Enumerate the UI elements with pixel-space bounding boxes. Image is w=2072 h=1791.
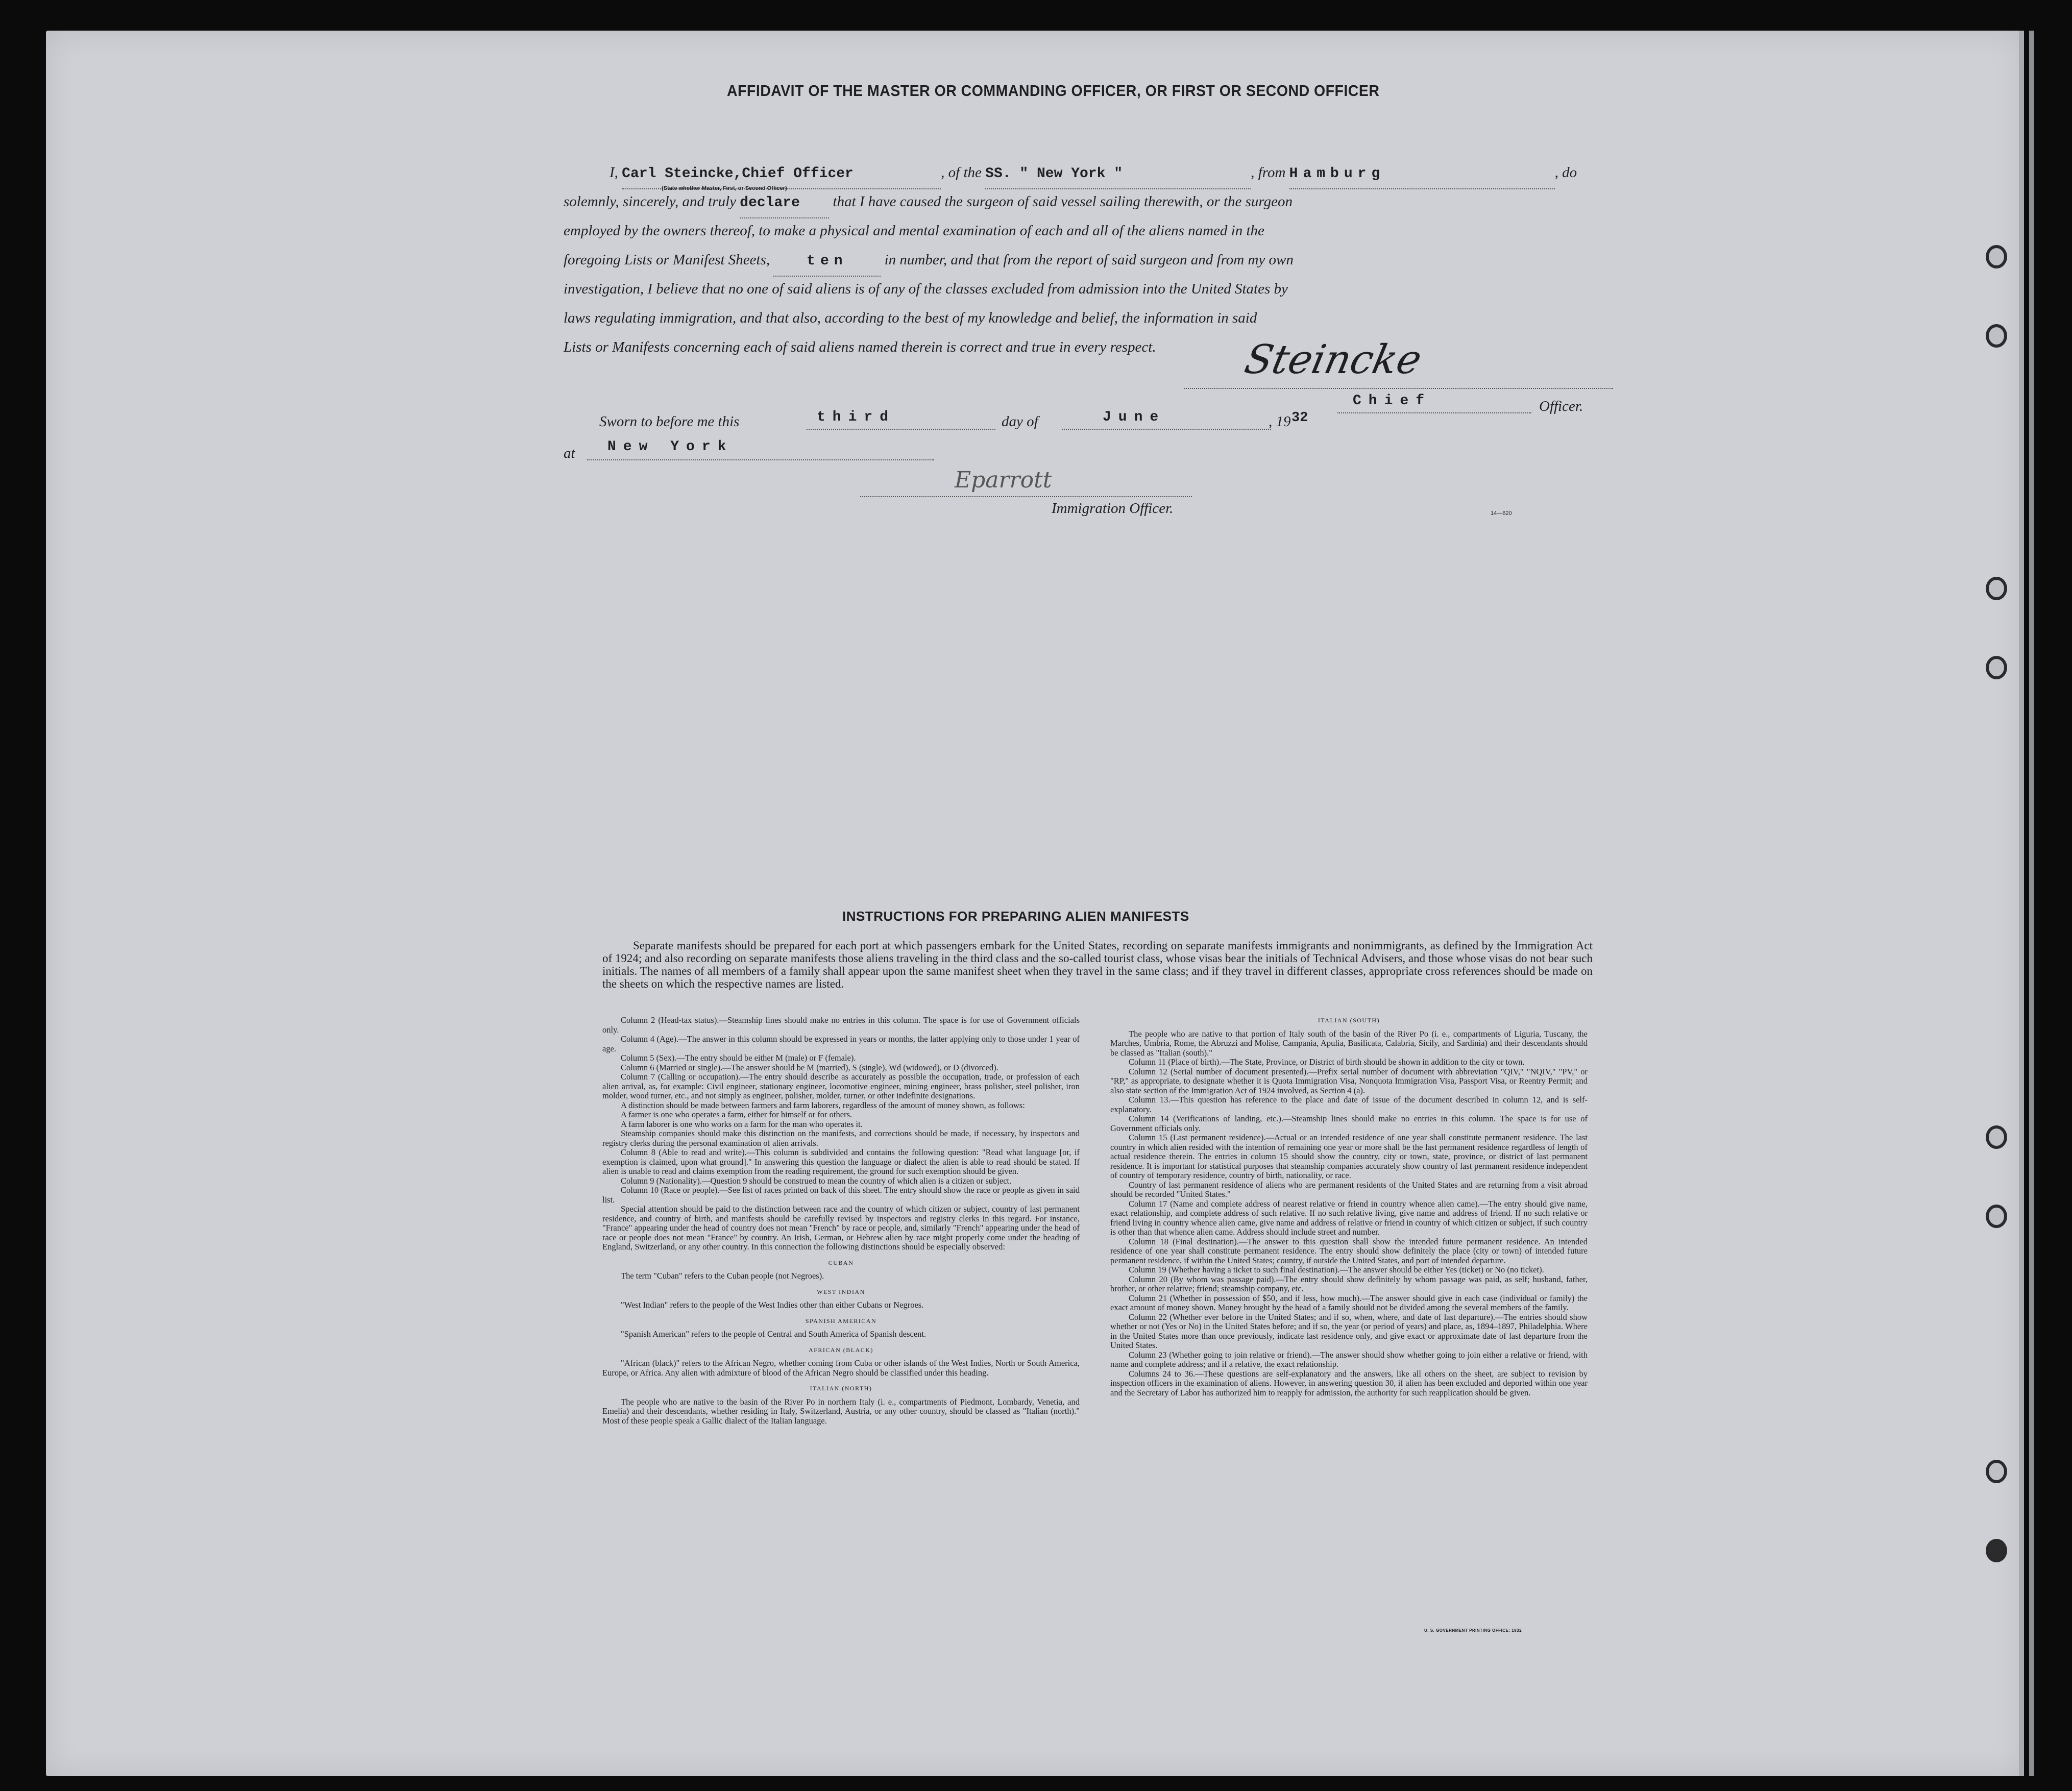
sworn-month-line [1062, 429, 1271, 430]
italian-north-heading: ITALIAN (NORTH) [810, 1385, 872, 1392]
officer-signature: Steincke [1240, 337, 1426, 383]
instructions-right-column [1110, 1016, 1588, 1397]
cuban-paragraph: The term "Cuban" refers to the Cuban people (not Negroes). [621, 1271, 824, 1281]
instruction-paragraph: Column 18 (Final destination).—The answer to this question shall show the intended future permanent residence. An intended residence of one year shall constitute permanent residence. The entry should show definitely the place (city or town) of intended future permanent residence, if within the United States; country, if outside the United States, and port of intended departure. [1110, 1236, 1588, 1265]
instruction-paragraph: Column 11 (Place of birth).—The State, Province, or District of birth should be shown in addition to the city or town. [1129, 1057, 1525, 1067]
instruction-paragraph: Column 4 (Age).—The answer in this column should be expressed in years or months, the latter applying only to those under 1 year of age. [602, 1034, 1080, 1053]
page-edge [2029, 31, 2034, 1776]
instruction-paragraph: Column 9 (Nationality).—Question 9 should be construed to mean the country of which alien is a citizen or subject. [621, 1175, 1012, 1186]
port-field: Hamburg [1289, 159, 1555, 189]
instruction-paragraph: Column 10 (Race or people).—See list of races printed on back of this sheet. The entry should show the race or people as given in said list. [602, 1185, 1080, 1205]
instruction-paragraph: Column 23 (Whether going to join relative or friend).—The answer should show whether going to join either a relative or friend, with name and complete address; and if a relative, the exact relationship. [1110, 1350, 1588, 1369]
spanish-american-heading: SPANISH AMERICAN [805, 1317, 877, 1324]
vessel-field: SS. " New York " [985, 159, 1251, 189]
instruction-paragraph: Column 7 (Calling or occupation).—The entry should describe as accurately as possible the occupation, trade, or profession of each alien arrival, as, for example: Civil engineer, stationary engineer, locomotive engineer, mining engineer, brass polisher, steel polisher, iron molder, wood turner, etc., and not simply as engineer, polisher, molder, turner, or other indefinite designations. [602, 1072, 1080, 1100]
sworn-day-line [807, 429, 995, 430]
italian-north-paragraph: The people who are native to the basin of the River Po in northern Italy (i. e., compartments of Piedmont, Lombardy, Venetia, and Emelia) and their descendants, whether residing in Italy, Switzerland, Austria, or any other country, should be classed as "Italian (north)." Most of these people speak a Gallic dialect of the Italian language. [602, 1396, 1080, 1426]
affidavit-title: AFFIDAVIT OF THE MASTER OR COMMANDING OFFICER, OR FIRST OR SECOND OFFICER [727, 82, 1380, 100]
instruction-paragraph: Column 21 (Whether in possession of $50, and if less, how much).—The answer should give in each case (individual or family) the exact amount of money shown. Money brought by the head of a family should not be divided among the several members of the family. [1110, 1293, 1588, 1312]
signature-line [1184, 388, 1613, 389]
day-of-label: day of [1002, 413, 1038, 430]
binder-hole [1986, 1539, 2007, 1562]
officer-label: Officer. [1539, 398, 1583, 414]
affidavit-line-2: solemnly, sincerely, and truly declare that I have caused the surgeon of said vessel sailing therewith, or the surgeon [564, 187, 1293, 218]
instructions-left-column [602, 1016, 1080, 1426]
instruction-paragraph: Column 22 (Whether ever before in the United States; and if so, when, where, and date of last departure).—The entries should show whether or not (Yes or No) in the United States before; and if so, the year (or period of years) and place, as, 1894–1897, Philadelphia. Where in the United States more than once previously, indicate last residence only, and give exact or approximate date of last departure from the United States. [1110, 1312, 1588, 1350]
instruction-paragraph: The people who are native to that portion of Italy south of the basin of the River Po (i. e., compartments of Liguria, Tuscany, the Marches, Umbria, Rome, the Abruzzi and Molise, Campania, Apulia, Basilicata, Calabria, Sicily, and Sardinia) and their descendants should be classed as "Italian (south)." [1110, 1028, 1588, 1058]
instructions-intro: Separate manifests should be prepared for each port at which passengers embark for the United States, recording on separate manifests immigrants and nonimmigrants, as defined by the Immigration Act of 1924; and also recording on separate manifests those aliens traveling in the third class and the so-called tourist class, whose visas bear the initials of Technical Advisers, and those whose visas do not bear such initials. The names of all members of a family shall appear upon the same manifest sheet when they travel in the same class; and if they travel in different classes, appropriate cross references should be made on the sheets on which the respective names are listed. [602, 939, 1593, 990]
instruction-paragraph: Special attention should be paid to the distinction between race and the country of which citizen or subject, country of last permanent residence, and country of birth, and manifests should be carefully revised by inspectors and registry clerks in this regard. For instance, "France" appearing under the head of country does not mean "French" by race or people, and, similarly "French" appearing under the head of race or people does not mean "France" by country. An Irish, German, or Hebrew alien by race might properly come under the heading of England, Switzerland, or any other country. In this connection the following distinctions should be especially observed: [602, 1204, 1080, 1252]
instruction-paragraph: Column 17 (Name and complete address of nearest relative or friend in country whence alien came).—The entry should give name, exact relationship, and complete address of such relative. If no such relative living, give name and address of friend. If no such relative or friend living in country whence alien came, give name and address of relative or friend in country of which citizen or subject, if such country is other than that whence alien came. Address should include street and number. [1110, 1198, 1588, 1237]
instruction-paragraph: Column 2 (Head-tax status).—Steamship lines should make no entries in this column. The space is for use of Government officials only. [602, 1015, 1080, 1035]
form-number: 14—620 [1491, 510, 1512, 517]
binder-hole [1986, 1205, 2007, 1228]
officer-rank-field: Chief [1353, 393, 1432, 409]
sworn-place-line [587, 459, 934, 460]
african-heading: AFRICAN (BLACK) [809, 1346, 873, 1354]
affidavit-line-1: I, Carl Steincke,Chief Officer , of the SS. " New York " , from Hamburg , do [564, 158, 1577, 189]
printer-imprint: U. S. GOVERNMENT PRINTING OFFICE: 1932 [1424, 1628, 1522, 1633]
binder-hole [1986, 1460, 2007, 1483]
instruction-paragraph: Steamship companies should make this distinction on the manifests, and corrections should be made, if necessary, by inspectors and registry clerks during the personal examination of alien arrivals. [602, 1128, 1080, 1148]
instruction-paragraph: Column 6 (Married or single).—The answer should be M (married), S (single), Wd (widowed), or D (divorced). [621, 1062, 998, 1072]
page-edge [2019, 31, 2024, 1776]
manifest-sheet [46, 31, 2024, 1776]
african-paragraph: "African (black)" refers to the African Negro, whether coming from Cuba or other islands of the West Indies, North or South America, Europe, or Africa. Any alien with admixture of blood of the African Negro should be classified under this heading. [602, 1358, 1080, 1378]
sworn-day-field: third [817, 409, 896, 425]
officer-note: (State whether Master, First, or Second Officer) [662, 185, 787, 191]
verb-field: declare [740, 188, 829, 218]
instruction-paragraph: A distinction should be made between farmers and farm laborers, regardless of the amount of money shown, as follows: [621, 1100, 1025, 1110]
cuban-heading: CUBAN [828, 1259, 854, 1266]
instruction-paragraph: A farm laborer is one who works on a farm for the man who operates it. [621, 1119, 863, 1129]
year-suffix: 32 [1291, 410, 1308, 426]
west-indian-paragraph: "West Indian" refers to the people of the West Indies other than either Cubans or Negroes. [621, 1300, 924, 1310]
immigration-label: Immigration Officer. [1052, 500, 1174, 517]
italian-south-heading: ITALIAN (SOUTH) [1318, 1017, 1380, 1024]
immigration-signature: Eparrott [955, 467, 1052, 493]
instruction-paragraph: Column 15 (Last permanent residence).—Actual or an intended residence of one year shall constitute permanent residence. The last country in which alien resided with the intention of remaining one year or more shall be the last permanent residence regardless of length of actual residence therein. The entries in column 15 should show the country, city or town, state, province, or district of last permanent residence. It is important for statistical purposes that steamship companies accurately show country of last permanent residence independent of country of temporary residence, country of birth, nationality, or race. [1110, 1133, 1588, 1180]
officer-name-field: Carl Steincke,Chief Officer [622, 159, 941, 189]
binder-hole [1986, 577, 2007, 600]
affidavit-line-6: laws regulating immigration, and that also, according to the best of my knowledge and belief, the information in said [564, 310, 1257, 326]
binder-hole [1986, 1125, 2007, 1149]
instruction-paragraph: Column 5 (Sex).—The entry should be either M (male) or F (female). [621, 1053, 856, 1063]
affidavit-line-5: investigation, I believe that no one of said aliens is of any of the classes excluded from admission into the United States by [564, 281, 1288, 297]
affidavit-line-3: employed by the owners thereof, to make a physical and mental examination of each and all of the aliens named in the [564, 223, 1264, 239]
immigration-signature-line [860, 496, 1192, 497]
rank-line [1337, 412, 1531, 413]
binder-hole [1986, 324, 2007, 348]
instruction-paragraph: Column 8 (Able to read and write).—This column is subdivided and contains the following question: "Read what language [or, if exemption is claimed, upon what ground]." In answering this question the language or dialect the alien is able to read should be stated. If alien is unable to read and claims exemption from the reading requirement, the ground for such exemption should be given. [602, 1147, 1080, 1176]
sworn-month-field: June [1103, 409, 1166, 425]
instruction-paragraph: Column 20 (By whom was passage paid).—The entry should show definitely by whom passage was paid, as self; husband, father, brother, or other relative; friend; steamship company, etc. [1110, 1274, 1588, 1293]
at-label: at [564, 445, 575, 461]
sworn-prefix: Sworn to before me this [599, 413, 740, 430]
instruction-paragraph: Column 14 (Verifications of landing, etc.).—Steamship lines should make no entries in this column. The space is for use of Government officials only. [1110, 1114, 1588, 1133]
spanish-american-paragraph: "Spanish American" refers to the people of Central and South America of Spanish descent. [621, 1329, 927, 1339]
binder-hole [1986, 656, 2007, 679]
sheet-count-field: ten [773, 247, 881, 277]
west-indian-heading: WEST INDIAN [817, 1288, 865, 1295]
instruction-paragraph: Column 19 (Whether having a ticket to such final destination).—The answer should be either Yes (ticket) or No (no ticket). [1129, 1265, 1544, 1274]
sworn-place-field: New York [607, 439, 734, 455]
year-prefix: , 19 [1269, 413, 1291, 430]
instruction-paragraph: Country of last permanent residence of aliens who are permanent residents of the United States and are returning from a visit abroad should be recorded "United States." [1110, 1180, 1588, 1199]
instruction-paragraph: Column 13.—This question has reference to the place and date of issue of the document described in column 12, and is self-explanatory. [1110, 1095, 1588, 1114]
instruction-paragraph: Columns 24 to 36.—These questions are self-explanatory and the answers, like all others on the sheet, are subject to revision by inspection officers in the examination of aliens. However, in answering question 30, if alien has been excluded and deported within one year and the Secretary of Labor has authorized him to reapply for admission, the authority for such reapplication should be given. [1110, 1368, 1588, 1397]
affidavit-line-4: foregoing Lists or Manifest Sheets, ten in number, and that from the report of said surgeon and from my own [564, 246, 1294, 277]
instruction-paragraph: Column 12 (Serial number of document presented).—Prefix serial number of document with abbreviation "QIV," "NQIV," "PV," or "RP," as appropriate, to designate whether it is Quota Immigration Visa, Nonquota Immigration Visa, Passport Visa, or Reentry Permit; and also state section of the Immigration Act of 1924 involved, as Section 4 (a). [1110, 1066, 1588, 1095]
affidavit-line-7: Lists or Manifests concerning each of said aliens named therein is correct and true in every respect. [564, 339, 1156, 355]
instruction-paragraph: A farmer is one who operates a farm, either for himself or for others. [621, 1110, 852, 1119]
instructions-title: INSTRUCTIONS FOR PREPARING ALIEN MANIFESTS [842, 909, 1189, 924]
binder-hole [1986, 245, 2007, 268]
